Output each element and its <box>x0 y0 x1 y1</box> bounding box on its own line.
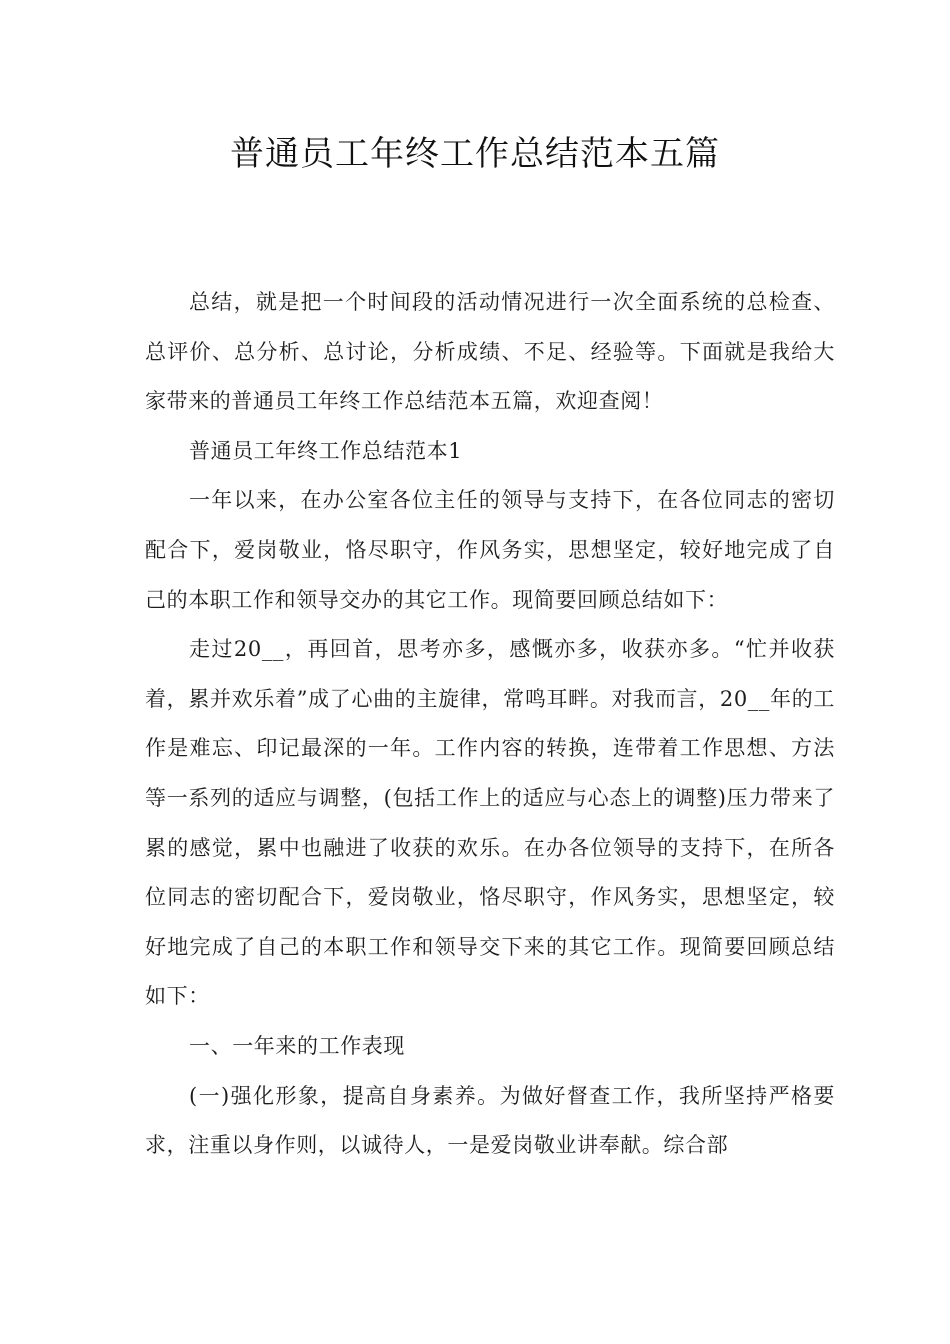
subsection-paragraph: (一)强化形象，提高自身素养。为做好督查工作，我所坚持严格要求，注重以身作则，以诚待人，一是爱岗敬业讲奉献。综合部 <box>145 1083 835 1158</box>
subheading: 一、一年来的工作表现 <box>189 1033 405 1058</box>
intro-paragraph: 总结，就是把一个时间段的活动情况进行一次全面系统的总检查、总评价、总分析、总讨论，分析成绩、不足、经验等。下面就是我给大家带来的普通员工年终工作总结范本五篇，欢迎查阅！ <box>145 290 835 414</box>
section-paragraph: 一年以来，在办公室各位主任的领导与支持下，在各位同志的密切配合下，爱岗敬业，恪尽职守，作风务实，思想坚定，较好地完成了自己的本职工作和领导交办的其它工作。现简要回顾总结如下： <box>145 488 835 612</box>
document-title: 普通员工年终工作总结范本五篇 <box>230 134 720 174</box>
document-body <box>145 278 835 1171</box>
section-paragraph: 走过20__，再回首，思考亦多，感慨亦多，收获亦多。“忙并收获着，累并欢乐着”成了心曲的主旋律，常鸣耳畔。对我而言，20__年的工作是难忘、印记最深的一年。工作内容的转换，连带着工作思想、方法等一系列的适应与调整，(包括工作上的适应与心态上的调整)压力带来了累的感觉，累中也融进了收获的欢乐。在办各位领导的支持下，在所各位同志的密切配合下，爱岗敬业，恪尽职守，作风务实，思想坚定，较好地完成了自己的本职工作和领导交下来的其它工作。现简要回顾总结如下： <box>145 637 835 1009</box>
section-title: 普通员工年终工作总结范本1 <box>189 438 463 463</box>
